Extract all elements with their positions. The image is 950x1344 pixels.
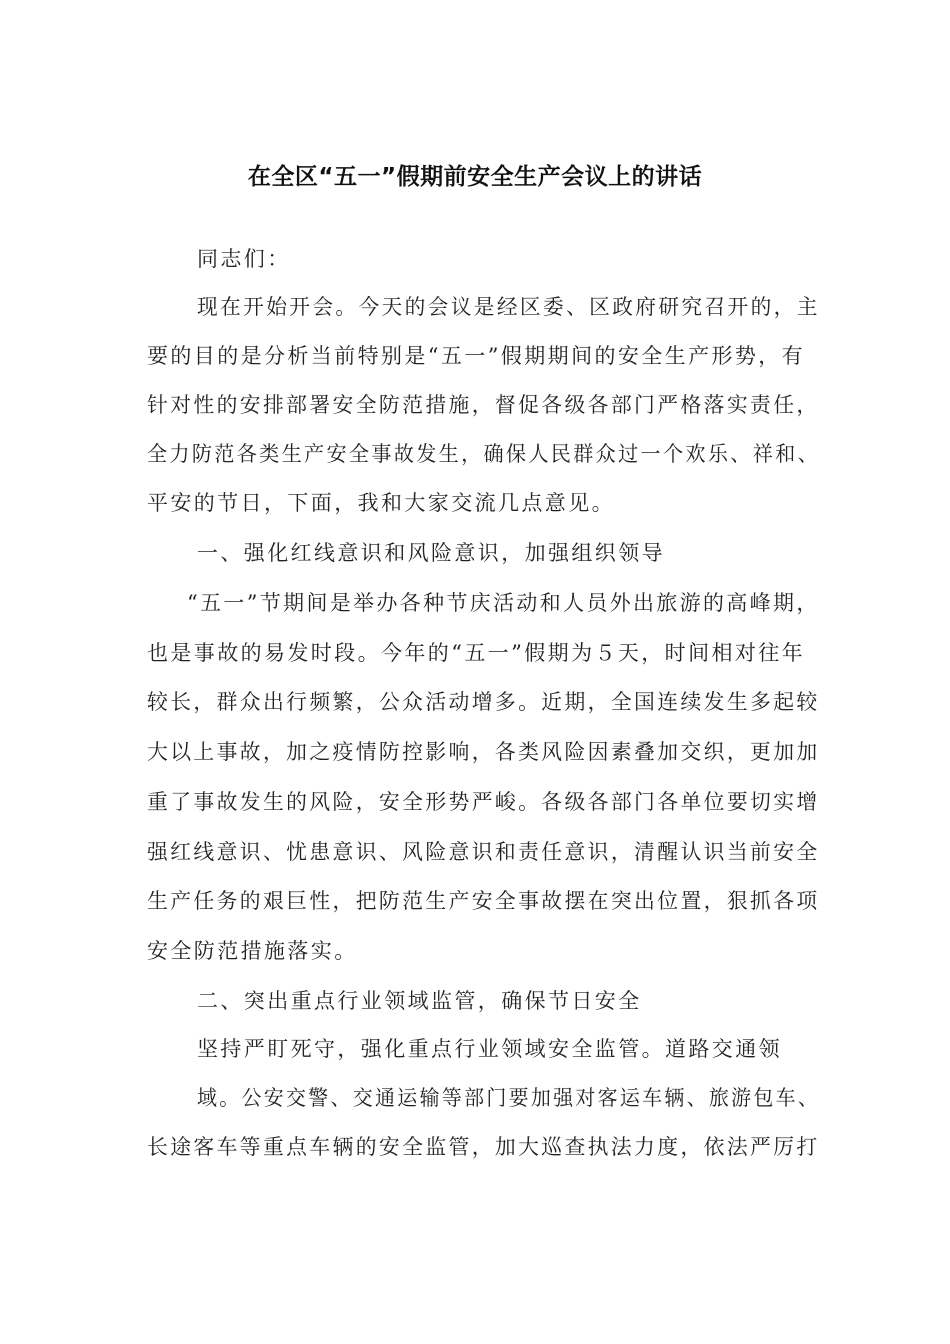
paragraph-line: 全力防范各类生产安全事故发生，确保人民群众过一个欢乐、祥和、 (147, 442, 820, 466)
section-heading: 二、突出重点行业领域监管，确保节日安全 (197, 989, 642, 1013)
document-title: 在全区“五一”假期前安全生产会议上的讲话 (247, 164, 703, 190)
paragraph-line: 重了事故发生的风险，安全形势严峻。各级各部门各单位要切实增 (147, 790, 820, 814)
paragraph-line: 平安的节日，下面，我和大家交流几点意见。 (147, 491, 615, 515)
paragraph-line: 较长，群众出行频繁，公众活动增多。近期，全国连续发生多起较 (147, 690, 820, 714)
section-heading: 一、强化红线意识和风险意识，加强组织领导 (197, 541, 665, 565)
paragraph-line: 大以上事故，加之疫情防控影响，各类风险因素叠加交织，更加加 (147, 740, 820, 764)
paragraph-line: 要的目的是分析当前特别是“五一”假期期间的安全生产形势，有 (147, 344, 806, 368)
paragraph-line: 生产任务的艰巨性，把防范生产安全事故摆在突出位置，狠抓各项 (147, 889, 820, 913)
paragraph-line: 针对性的安排部署安全防范措施，督促各级各部门严格落实责任， (147, 393, 820, 417)
paragraph-line: 安全防范措施落实。 (147, 939, 358, 963)
paragraph-line: 现在开始开会。今天的会议是经区委、区政府研究召开的，主 (197, 295, 820, 319)
paragraph-line: 坚持严盯死守，强化重点行业领域安全监管。道路交通领 (197, 1037, 782, 1061)
paragraph-line: 域。公安交警、交通运输等部门要加强对客运车辆、旅游包车、 (197, 1086, 821, 1110)
paragraph-line: “五一”节期间是举办各种节庆活动和人员外出旅游的高峰期， (187, 591, 820, 615)
salutation: 同志们： (197, 247, 291, 271)
paragraph-line: 也是事故的易发时段。今年的“五一”假期为５天，时间相对往年 (147, 641, 806, 665)
paragraph-line: 长途客车等重点车辆的安全监管，加大巡查执法力度，依法严厉打 (147, 1135, 820, 1159)
paragraph-line: 强红线意识、忧患意识、风险意识和责任意识，清醒认识当前安全 (147, 840, 820, 864)
